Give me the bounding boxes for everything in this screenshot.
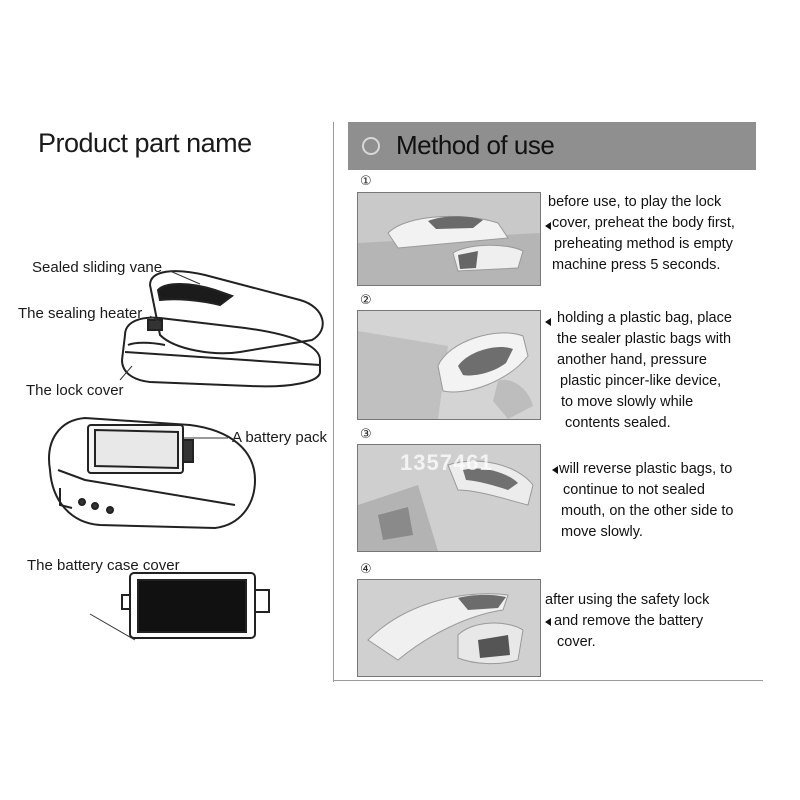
step-3-pointer-icon [552, 466, 558, 474]
header-circle-icon [362, 137, 380, 155]
step-4-text [545, 590, 709, 653]
label-sealed-sliding-vane: Sealed sliding vane [32, 259, 163, 276]
watermark-text: 1357461 [400, 450, 493, 475]
step-4-line-1: after using the safety lock [545, 592, 710, 608]
step-2-line-6: contents sealed. [565, 415, 671, 431]
step-4-line-3: cover. [557, 634, 596, 650]
step-3-line-1: will reverse plastic bags, to [559, 461, 733, 477]
step-3-line-3: mouth, on the other side to [561, 503, 734, 519]
step-1-photo [357, 192, 541, 286]
step-1-text [548, 192, 735, 276]
step-2-number: ② [360, 293, 372, 308]
label-lock-cover: The lock cover [26, 382, 124, 399]
step-4-photo [357, 579, 541, 677]
step-2-line-1: holding a plastic bag, place [557, 310, 732, 326]
label-battery-case-cover: The battery case cover [27, 557, 180, 574]
label-sealing-heater: The sealing heater [18, 305, 143, 322]
step-3-number: ③ [360, 427, 372, 442]
step-3-line-2: continue to not sealed [563, 482, 705, 498]
step-2-line-3: another hand, pressure [557, 352, 707, 368]
step-1-sealer-image [358, 193, 540, 285]
step-2-text [557, 308, 732, 434]
step-4-line-2: and remove the battery [554, 613, 704, 629]
step-2-line-2: the sealer plastic bags with [557, 331, 732, 347]
step-1-line-4: machine press 5 seconds. [552, 257, 721, 273]
step-3-text [559, 459, 734, 543]
sealer-body-illustration [122, 271, 323, 386]
step-2-line-5: to move slowly while [561, 394, 694, 410]
step-2-sealer-image [358, 311, 540, 419]
sealer-part-illustrations [0, 0, 335, 700]
sealer-battery-open-illustration [49, 418, 255, 528]
panel-divider [333, 122, 334, 682]
method-of-use-header [348, 122, 756, 170]
leader-lock-cover [120, 366, 132, 380]
step-2-line-4: plastic pincer-like device, [560, 373, 722, 389]
method-of-use-title: Method of use [396, 130, 555, 160]
step-2-photo [357, 310, 541, 420]
battery-case-cover-illustration [122, 573, 269, 638]
product-part-name-title: Product part name [38, 128, 252, 158]
step-1-line-3: preheating method is empty [554, 236, 733, 252]
step-1-number: ① [360, 174, 372, 189]
bottom-divider [333, 680, 763, 681]
label-battery-pack: A battery pack [232, 429, 328, 446]
step-4-number: ④ [360, 562, 372, 577]
step-3-line-4: move slowly. [561, 524, 643, 540]
step-4-sealer-image [358, 580, 540, 676]
leader-battery-case-cover [90, 614, 135, 640]
step-2-pointer-icon [545, 318, 551, 326]
step-1-line-2: cover, preheat the body first, [552, 215, 735, 231]
step-1-line-1: before use, to play the lock [548, 194, 722, 210]
